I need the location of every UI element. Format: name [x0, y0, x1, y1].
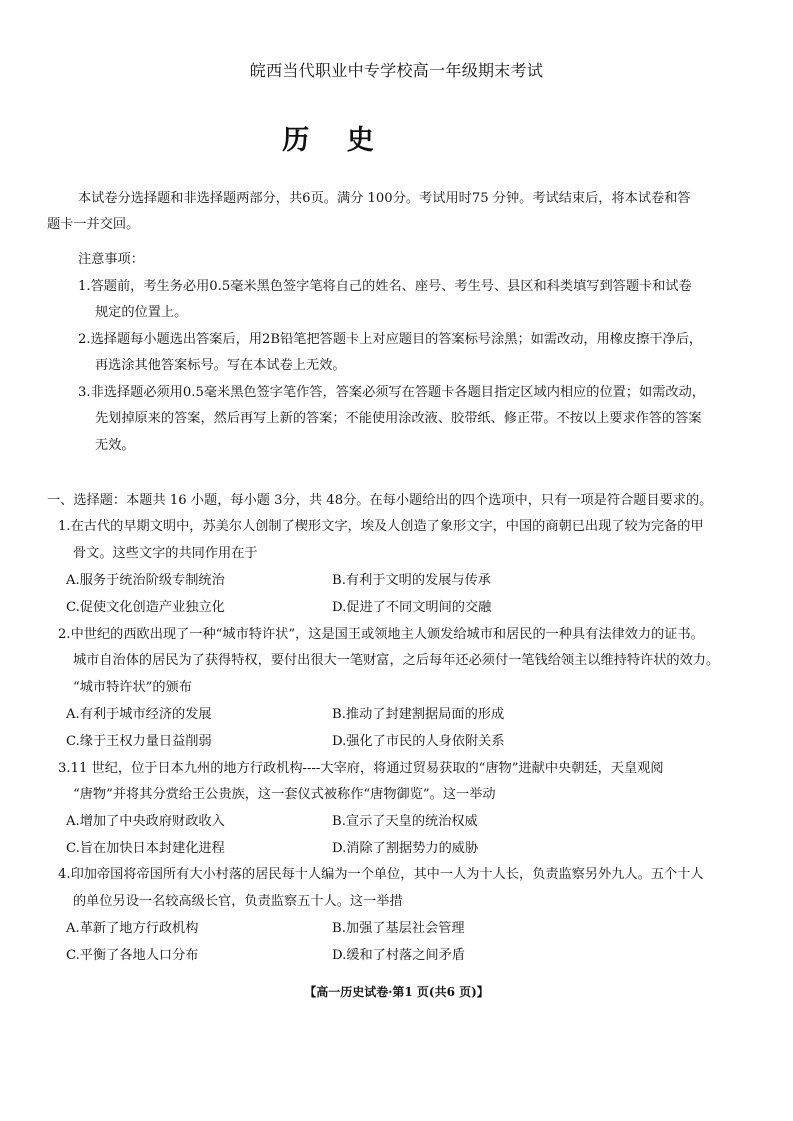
question-1-option-c: C.促使文化创造产业独立化: [66, 600, 225, 615]
question-3-option-d: D.消除了割据势力的威胁: [332, 841, 479, 856]
intro-line-1: 本试卷分选择题和非选择题两部分，共6页。满分 100分。考试用时75 分钟。考试结束后，将本试卷和答: [78, 191, 691, 206]
question-2-option-c: C.缘于王权力量日益削弱: [66, 734, 212, 749]
notice-item-3-line-3: 无效。: [95, 438, 135, 453]
question-2-stem-line-2: 城市自治体的居民为了获得特权，要付出很大一笔财富，之后每年还必须付一笔钱给领主以维持特许状的效力。: [73, 653, 720, 668]
question-1-stem-line-1: 1.在古代的早期文明中，苏美尔人创制了楔形文字，埃及人创造了象形文字，中国的商朝已出现了较为完备的甲: [58, 519, 704, 534]
section-heading: 一、选择题：本题共 16 小题，每小题 3分，共 48分。在每小题给出的四个选项中，只有一项是符合题目要求的。: [47, 493, 713, 508]
question-4-option-a: A.革新了地方行政机构: [66, 921, 199, 936]
question-4-option-d: D.缓和了村落之间矛盾: [332, 948, 465, 963]
question-2-option-d: D.强化了市民的人身依附关系: [332, 734, 505, 749]
question-2-option-b: B.推动了封建割据局面的形成: [332, 707, 505, 722]
question-2-stem-line-3: “城市特许状”的颁布: [73, 680, 192, 695]
question-3-option-c: C.旨在加快日本封建化进程: [66, 841, 225, 856]
question-3-stem-line-2: “唐物”并将其分赏给王公贵族，这一套仪式被称作“唐物御览”。这一举动: [73, 787, 496, 802]
question-4-stem-line-1: 4.印加帝国将帝国所有大小村落的居民每十人编为一个单位，其中一人为十人长，负责监察另外九人。五个十人: [58, 867, 704, 882]
intro-line-2: 题卡一并交回。: [47, 217, 140, 232]
question-4-option-b: B.加强了基层社会管理: [332, 921, 465, 936]
notice-item-2-line-2: 再选涂其他答案标号。写在本试卷上无效。: [95, 358, 346, 373]
subject-title: 历 史: [282, 125, 388, 156]
question-1-option-a: A.服务于统治阶级专制统治: [66, 573, 225, 588]
page-footer: 【高一历史试卷·第1 页(共6 页)】: [304, 985, 489, 999]
question-1-stem-line-2: 骨文。这些文字的共同作用在于: [73, 546, 258, 561]
notice-item-1-line-2: 规定的位置上。: [95, 305, 188, 320]
school-title: 皖西当代职业中专学校高一年级期末考试: [249, 61, 544, 80]
question-4-stem-line-2: 的单位另设一名较高级长官，负责监察五十人。这一举措: [73, 894, 403, 909]
question-1-option-b: B.有利于文明的发展与传承: [332, 573, 491, 588]
question-1-option-d: D.促进了不同文明间的交融: [332, 600, 492, 615]
question-3-stem-line-1: 3.11 世纪，位于日本九州的地方行政机构----大宰府，将通过贸易获取的“唐物”进献中央朝廷，天皇观阅: [58, 761, 664, 776]
notice-item-3-line-1: 3.非选择题必须用0.5毫米黑色签字笔作答，答案必须写在答题卡各题目指定区域内相应的位置；如需改动，: [78, 385, 705, 400]
question-3-option-b: B.宣示了天皇的统治权威: [332, 814, 478, 829]
notice-heading: 注意事项：: [78, 252, 144, 267]
question-4-option-c: C.平衡了各地人口分布: [66, 948, 199, 963]
question-2-stem-line-1: 2.中世纪的西欧出现了一种“城市特许状”，这是国王或领地主人颁发给城市和居民的一种具有法律效力的证书。: [58, 627, 704, 642]
question-3-option-a: A.增加了中央政府财政收入: [66, 814, 225, 829]
question-2-option-a: A.有利于城市经济的发展: [66, 707, 212, 722]
notice-item-3-line-2: 先划掉原来的答案，然后再写上新的答案；不能使用涂改液、胶带纸、修正带。不按以上要求作答的答案: [95, 411, 702, 426]
notice-item-1-line-1: 1.答题前，考生务必用0.5毫米黑色签字笔将自己的姓名、座号、考生号、县区和科类填写到答题卡和试卷: [78, 279, 692, 294]
notice-item-2-line-1: 2.选择题每小题选出答案后，用2B铅笔把答题卡上对应题目的答案标号涂黑；如需改动，用橡皮擦干净后，: [78, 332, 703, 347]
